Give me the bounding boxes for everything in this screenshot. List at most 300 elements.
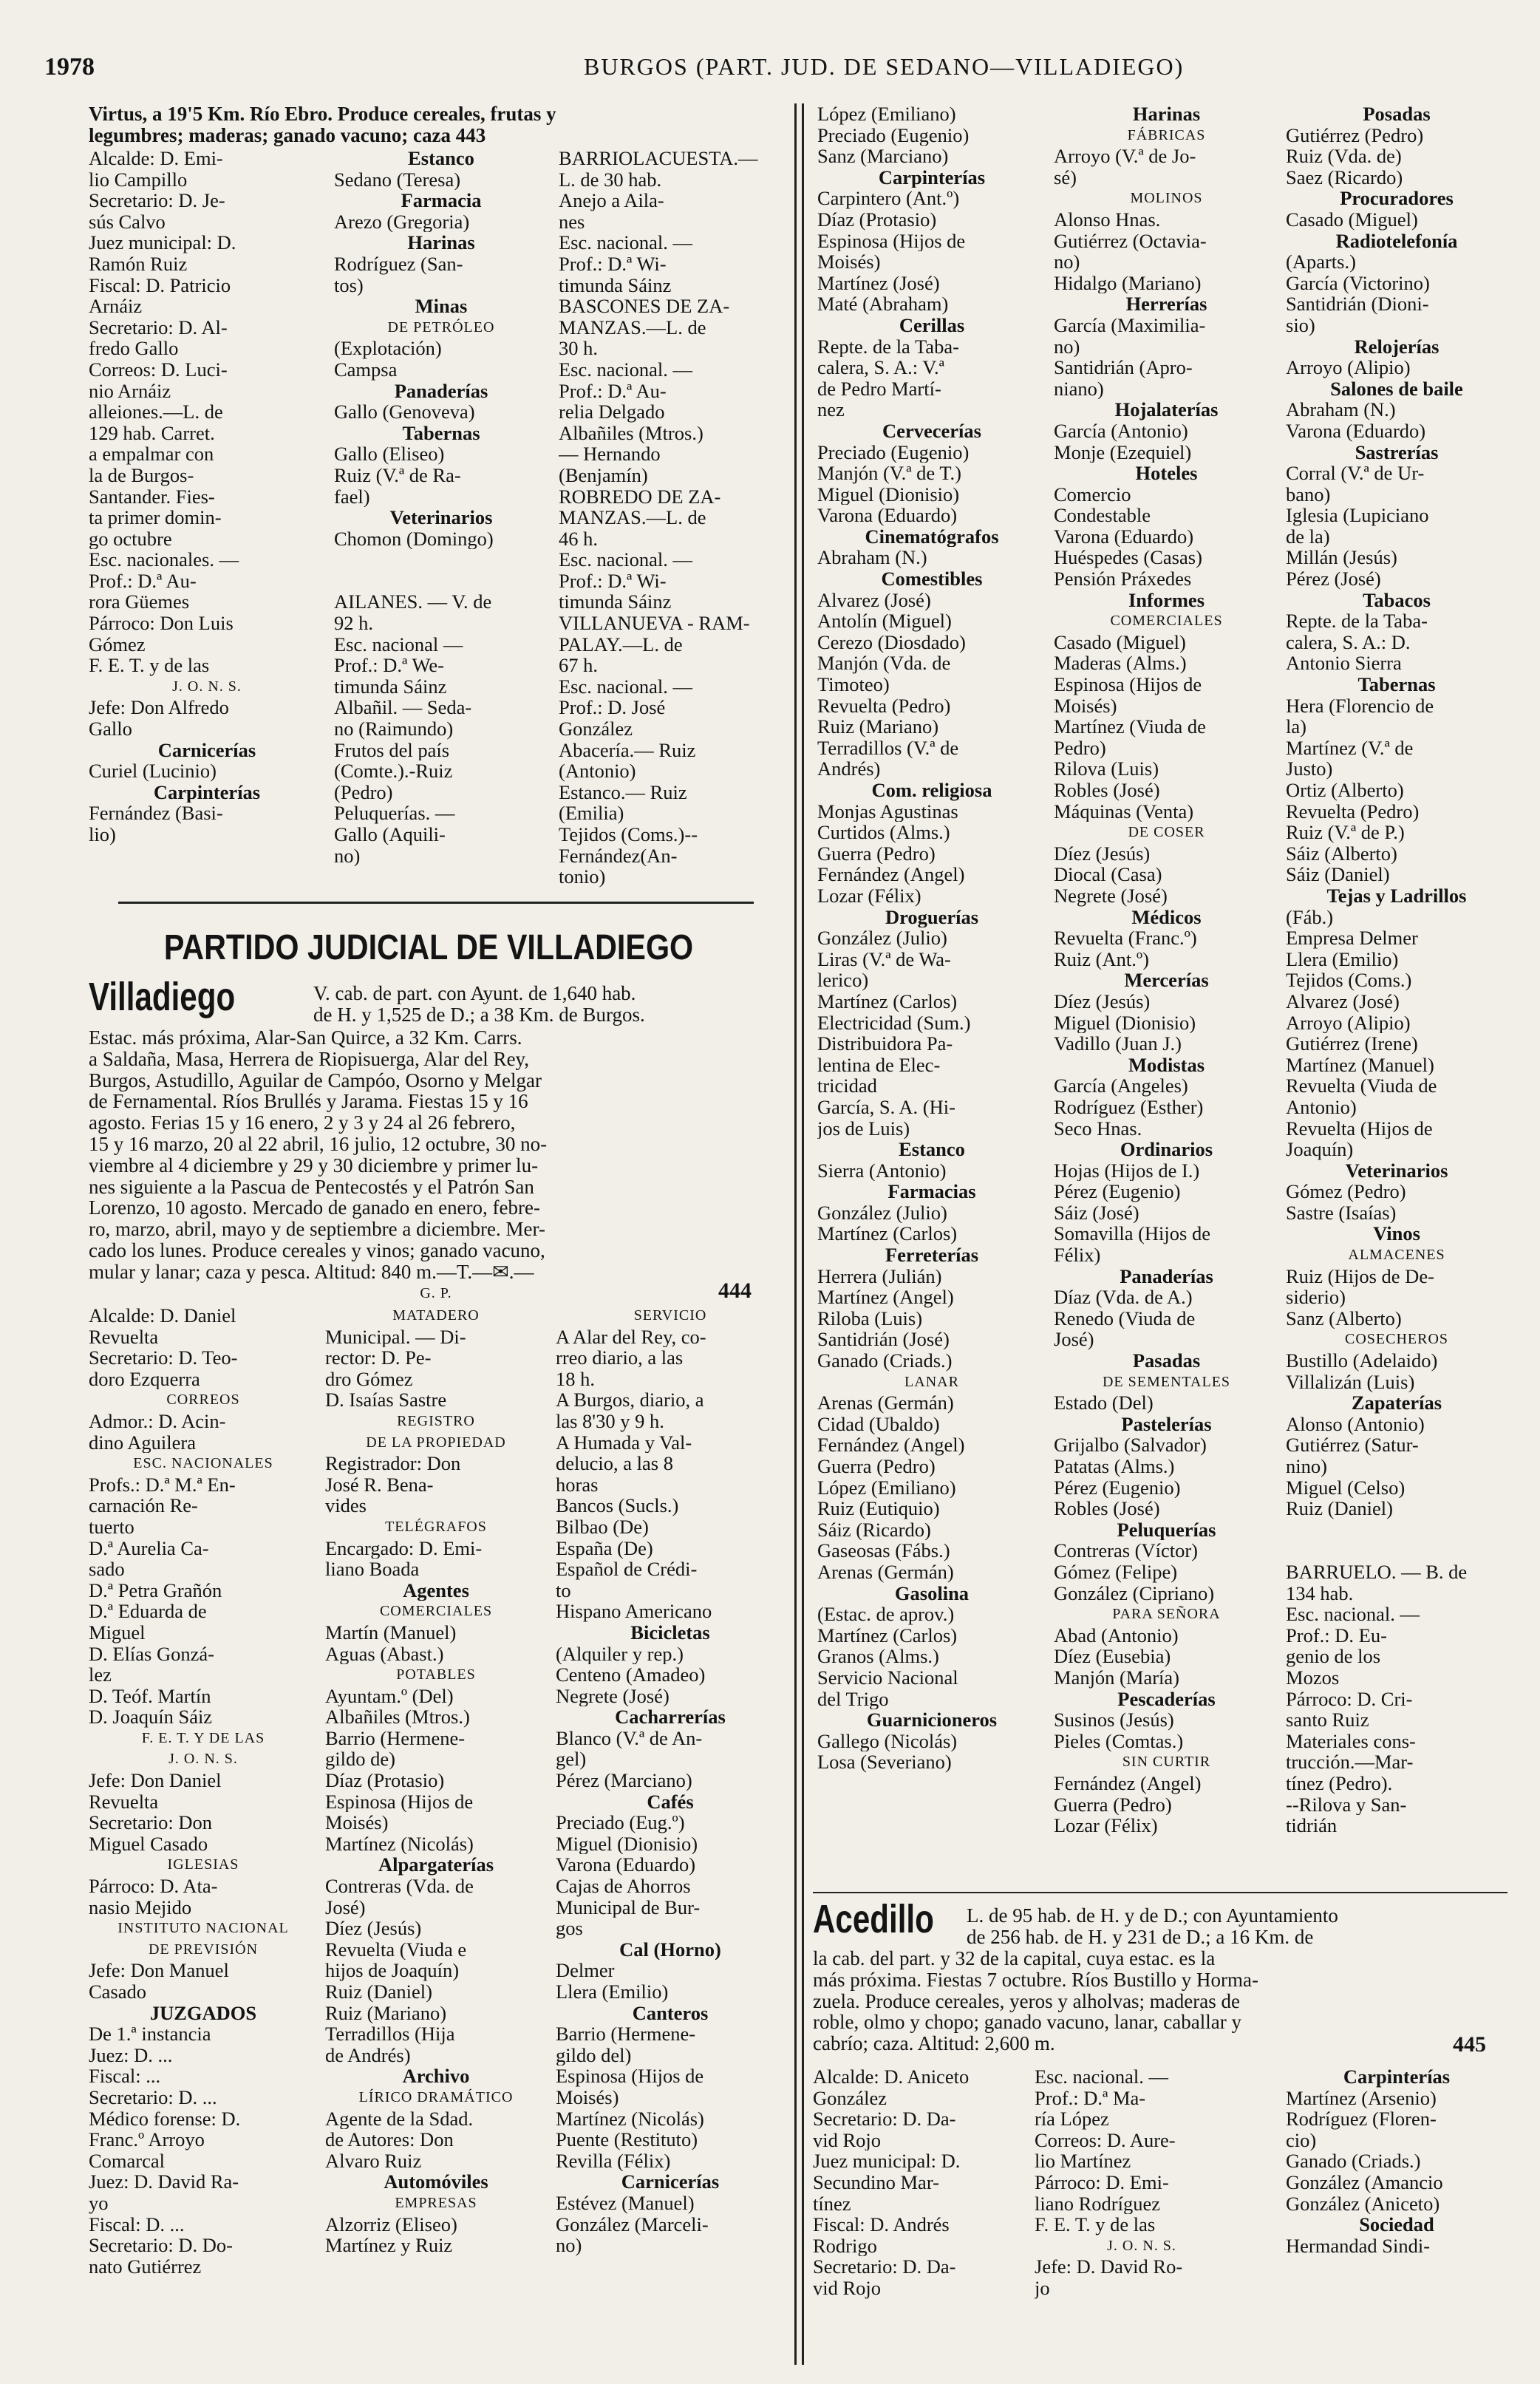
list-item: D. Elías Gonzá- [89,1643,214,1665]
column-4 [817,103,1046,1773]
list-item: Martínez (José) [817,272,940,294]
list-item: Esc. nacional. — [559,675,693,698]
list-item: Prof.: D. Eu- [1286,1624,1387,1646]
list-item: timunda Sáinz [559,591,672,613]
list-item: Joaquín) [1286,1139,1354,1160]
list-item: Maté (Abraham) [817,293,949,315]
list-item: 129 hab. Carret. [89,422,215,444]
list-item: D.ª Petra Grañón [89,1579,222,1601]
list-item: Ruiz (Daniel) [325,1981,432,2003]
list-item: José R. Bena- [325,1474,434,1496]
list-item: --Rilova y San- [1286,1794,1407,1816]
list-item: Guerra (Pedro) [1054,1794,1172,1816]
list-item: Llera (Emilio) [556,1981,669,2003]
list-item: Pensión Práxedes [1054,568,1192,590]
list-item: Martínez (Viuda de [1054,716,1206,738]
list-item: 134 hab. [1286,1582,1354,1604]
list-item: Tejidos (Coms.)-- [559,824,698,845]
list-item: Franc.º Arroyo [89,2129,205,2150]
list-item: Peluquerías [1117,1519,1216,1541]
list-item: Empresa Delmer [1286,927,1418,949]
list-item: MATADERO [392,1307,480,1324]
list-item: Ruiz (Mariano) [325,2002,447,2024]
list-item: yo [89,2192,109,2214]
list-item: Abraham (N.) [1286,399,1396,420]
list-item: Díez (Jesús) [1054,842,1151,865]
list-item: Alonso Hnas. [1054,208,1161,231]
list-item: del Trigo [817,1688,889,1710]
list-item: 92 h. [334,613,373,634]
list-item: Bilbao (De) [556,1516,649,1538]
list-item: Guerra (Pedro) [817,842,936,865]
list-item: Panaderías [1120,1265,1213,1287]
list-item: Terradillos (Hija [325,2023,455,2045]
list-item: no) [1054,336,1080,358]
list-item: Cervecerías [882,420,981,442]
list-item: CORREOS [166,1392,240,1409]
list-item: Sáiz (José) [1054,1202,1139,1224]
list-item: Saez (Ricardo) [1286,166,1403,188]
list-item: nino) [1286,1456,1327,1477]
list-item: Pieles (Comtas.) [1054,1730,1184,1752]
list-item: Revuelta (Viuda de [1286,1075,1437,1097]
list-item: García, S. A. (Hi- [817,1096,955,1118]
list-item: Prof.: D.ª Ma- [1035,2087,1146,2109]
list-item: fredo Gallo [89,338,179,359]
running-header [44,53,1493,86]
column-3 [559,148,780,888]
list-item: Secretario: D. Al- [89,316,228,338]
list-item: nasio Mejido [89,1896,192,1918]
list-item: AILANES. — V. de [334,591,492,613]
list-item: de la) [1286,525,1330,548]
list-item: Casado [89,1981,147,2003]
list-item: González (Julio) [817,927,947,949]
list-item: Preciado (Eug.º) [556,1812,685,1833]
list-item: Radiotelefonía [1335,230,1458,252]
list-item: Andrés) [817,758,881,780]
list-item: timunda Sáinz [334,675,447,698]
list-item: Prof.: D.ª Au- [559,380,667,402]
list-item: DE PETRÓLEO [387,319,495,336]
list-item: Albañiles (Mtros.) [559,422,703,444]
list-item: Alonso (Antonio) [1286,1413,1425,1435]
list-item: Carnicerías [621,2171,720,2193]
list-item: Gutiérrez (Irene) [1286,1033,1418,1055]
list-item: Llera (Emilio) [1286,948,1399,970]
list-item: trucción.—Mar- [1286,1751,1414,1773]
list-item: Anejo a Aila- [559,190,664,211]
list-item: Alzorriz (Eliseo) [325,2213,457,2235]
list-item: Materiales cons- [1286,1730,1416,1752]
list-item: Espinosa (Hijos de [817,230,966,252]
list-item: jos de Luis) [817,1117,910,1140]
list-item: Fiscal: D. ... [89,2213,185,2235]
list-item: Español de Crédi- [556,1559,698,1580]
list-item: Ruiz (Eutiquio) [817,1498,940,1519]
list-item: Martínez (Carlos) [817,1223,958,1245]
villadiego-column-2 [325,1305,547,2256]
list-item: Martínez (Carlos) [817,1624,958,1646]
list-item: Alcalde: D. Emi- [89,148,223,169]
list-item: Esc. nacional. — [1286,1604,1420,1625]
list-item: Delmer [556,1960,615,1981]
list-item: (Comte.).-Ruiz [334,760,453,782]
list-item: JUZGADOS [149,2002,257,2024]
list-item: Sociedad [1359,2214,1434,2235]
column-5 [1054,103,1279,1836]
list-item: Díaz (Protasio) [325,1770,445,1791]
list-item: no (Raimundo) [334,718,454,740]
list-item: Blanco (V.ª de An- [556,1727,703,1749]
list-item: Esc. nacional. — [559,549,693,571]
list-item: Peluquerías. — [334,803,455,824]
list-item: delucio, a las 8 [556,1453,673,1474]
list-item: EMPRESAS [395,2194,477,2211]
list-item: Secretario: D. Da- [813,2108,956,2130]
list-item: Cafés [647,1791,694,1813]
list-item: a empalmar con [89,443,214,465]
list-item: Secretario: D. Je- [89,190,225,211]
list-item: López (Emiliano) [817,1477,956,1499]
list-item: Estévez (Manuel) [556,2192,695,2214]
list-item: Hojalaterías [1114,399,1219,420]
list-item: Comercio [1054,483,1131,505]
list-item: Moisés) [556,2086,619,2108]
list-item: Fiscal: ... [89,2065,161,2087]
list-item: viembre al 4 diciembre y 29 y 30 diciembre y primer lu- [89,1154,539,1176]
column-1 [89,148,325,845]
villadiego-description [89,1027,783,1304]
list-item: Gallo (Genoveva) [334,401,475,423]
list-item: sús Calvo [89,211,166,233]
list-item: Médico forense: D. [89,2108,241,2130]
list-item: Fernández (Angel) [817,1434,965,1456]
list-item: Arnáiz [89,296,143,317]
list-item: de Fernamental. Ríos Brullés y Jarama. Fiestas 15 y 16 [89,1090,528,1113]
list-item: Ortiz (Alberto) [1286,780,1404,801]
list-item: Moisés) [325,1812,389,1833]
list-item: Revuelta [89,1791,159,1813]
list-item: Lozar (Félix) [817,885,921,907]
list-item: Ruiz (Mariano) [817,716,939,738]
list-item: la cab. del part. y 32 de la capital, cuya estac. es la [813,1947,1216,1969]
list-item: González (Julio) [817,1202,947,1224]
list-item: Lozar (Félix) [1054,1815,1158,1836]
list-item: Timoteo) [817,674,890,695]
list-item: Harinas [1132,103,1201,125]
list-item: Ruiz (V.ª de P.) [1286,822,1405,843]
list-item: Farmacia [401,190,482,211]
list-item: Párroco: D. Cri- [1286,1688,1413,1710]
list-item: (Benjamín) [559,464,648,486]
list-item: Guarnicioneros [866,1709,998,1731]
list-item: Manjón (V.ª de T.) [817,463,961,484]
list-item: relia Delgado [559,401,665,423]
list-item: Ganado (Criads.) [1286,2150,1421,2172]
acedillo-column-3 [1286,2066,1507,2256]
list-item: Miguel (Dionisio) [1054,1012,1196,1034]
list-item: Huéspedes (Casas) [1054,547,1202,569]
list-item: Cerezo (Diosdado) [817,631,966,653]
list-item: Comarcal [89,2150,166,2172]
list-item: Abraham (N.) [817,547,927,569]
list-item: Arroyo (V.ª de Jo- [1054,146,1196,167]
list-item: Juez: D. ... [89,2044,173,2066]
list-item: Profs.: D.ª M.ª En- [89,1474,236,1496]
list-item: Barrio (Hermene- [556,2023,696,2045]
list-item: Correos: D. Aure- [1035,2129,1176,2151]
list-item: Millán (Jesús) [1286,547,1397,569]
list-item: Ferreterías [885,1244,979,1266]
list-item: no) [556,2235,582,2256]
list-item: Curiel (Lucinio) [89,760,217,782]
list-item: genio de los [1286,1646,1381,1667]
list-item: PALAY.—L. de [559,633,683,655]
list-item: Registrador: Don [325,1453,461,1474]
list-item: DE PREVISIÓN [148,1941,259,1958]
list-item: de Pedro Martí- [817,378,941,400]
acedillo-entry-number: 445 [1453,2032,1486,2057]
list-item: gos [556,1918,583,1939]
list-item: Mercerías [1124,970,1209,991]
list-item: lio) [89,824,116,845]
list-item: Guerra (Pedro) [817,1456,936,1477]
list-item: de Andrés) [325,2044,411,2066]
list-item: Municipal. — Di- [325,1326,466,1348]
list-item: Gutiérrez (Pedro) [1286,124,1424,146]
list-item: Arroyo (Alipio) [1286,357,1411,378]
list-item: Manjón (Vda. de [817,653,951,675]
list-item: D.ª Eduarda de [89,1601,207,1622]
list-item: Bicicletas [630,1621,710,1644]
list-item: Arenas (Germán) [817,1561,954,1583]
list-item: Juez municipal: D. [813,2150,961,2172]
list-item: José) [325,1896,366,1918]
list-item: Sierra (Antonio) [817,1159,947,1182]
list-item: (Alquiler y rep.) [556,1643,684,1665]
list-item: más próxima. Fiestas 7 octubre. Ríos Bustillo y Horma- [813,1968,1258,1991]
list-item: Prof.: D.ª Wi- [559,253,667,275]
list-item: Repte. de la Taba- [1286,610,1428,632]
list-item: Ruiz (Daniel) [1286,1498,1393,1519]
list-item: Pedro) [1054,737,1106,759]
list-item: Preciado (Eugenio) [817,124,970,146]
list-item: Farmacias [887,1181,976,1202]
list-item: Esc. nacional. — [1035,2066,1169,2088]
list-item: Santander. Fies- [89,486,215,508]
list-item: Esc. nacionales. — [89,549,239,571]
list-item: Procuradores [1340,188,1454,209]
list-item: Antonio Sierra [1286,653,1402,675]
list-item: MANZAS.—L. de [559,507,706,528]
list-item: Arroyo (Alipio) [1286,1012,1411,1034]
list-item: Encargado: D. Emi- [325,1537,483,1559]
list-item: Minas [415,296,468,317]
list-item: mular y lanar; caza y pesca. Altitud: 840 m.—T.—✉.— [89,1260,534,1283]
list-item: Gallo (Eliseo) [334,443,445,465]
list-item: Cinematógrafos [865,525,999,548]
list-item: BARRUELO. — B. de [1286,1561,1468,1583]
list-item: Relojerías [1354,336,1440,358]
list-item: DE SEMENTALES [1102,1373,1231,1390]
list-item: ESC. NACIONALES [133,1455,273,1472]
list-item: Bustillo (Adelaido) [1286,1350,1438,1372]
list-item: tuerto [89,1516,134,1538]
list-item: Veterinarios [389,507,493,528]
list-item: Gómez (Pedro) [1286,1181,1406,1202]
list-item: Jefe: Don Alfredo [89,697,229,719]
list-item: Esc. nacional. — [559,232,693,253]
list-item: Mozos [1286,1666,1340,1689]
list-item: Panaderías [394,380,488,402]
list-item: Curtidos (Alms.) [817,822,950,843]
villadiego-head [313,983,645,1026]
list-item: Correos: D. Luci- [89,358,228,381]
list-item: Monjas Agustinas [817,800,958,823]
list-item: Cacharrerías [615,1706,726,1728]
list-item: Antolín (Miguel) [817,610,952,632]
list-item: agosto. Ferias 15 y 16 enero, 2 y 3 y 24 al 26 febrero, [89,1111,516,1134]
list-item: Prof.: D.ª Au- [89,570,197,592]
list-item: García (Maximilia- [1054,314,1206,336]
villadiego-column-1 [89,1305,318,2277]
list-item: de H. y 1,525 de D.; a 38 Km. de Burgos. [313,1003,645,1026]
list-item: carnación Re- [89,1495,198,1516]
list-item: Jefe: Don Daniel [89,1770,222,1791]
list-item: Gallo (Aquili- [334,824,446,845]
villadiego-column-3 [556,1305,785,2256]
section-title: PARTIDO JUDICIAL DE VILLADIEGO [163,928,694,967]
running-title: BURGOS (PART. JUD. DE SEDANO—VILLADIEGO) [584,53,1185,80]
list-item: Antonio) [1286,1096,1357,1118]
list-item: Fernández (Angel) [1054,1772,1202,1794]
list-item: LANAR [904,1373,959,1390]
list-item: Alcalde: D. Aniceto [813,2066,970,2088]
list-item: Díez (Jesús) [325,1918,422,1939]
list-item: Espinosa (Hijos de [556,2065,704,2087]
list-item: Miguel (Dionisio) [556,1833,698,1855]
list-item: Patatas (Alms.) [1054,1456,1175,1477]
list-item: rector: D. Pe- [325,1347,432,1369]
list-item: fael) [334,486,370,508]
list-item: Barrio (Hermene- [325,1727,466,1749]
list-item: Félix) [1054,1244,1101,1266]
list-item: Cajas de Ahorros [556,1876,691,1897]
list-item [1286,1519,1507,1541]
section-rule [813,1892,1507,1893]
list-item: Albañil. — Seda- [334,697,472,719]
list-item: Servicio Nacional [817,1666,958,1689]
list-item: Santidrián (Apro- [1054,357,1193,378]
list-item: nes siguiente a la Pascua de Pentecostés y el Patrón San [89,1175,534,1198]
list-item: Prof.: D.ª Wi- [559,570,667,592]
list-item: J. O. N. S. [168,1751,238,1768]
list-item: Santidrián (José) [817,1329,950,1351]
list-item: Rodríguez (Esther) [1054,1096,1204,1118]
list-item: Herrerías [1125,293,1207,315]
list-item: González (Cipriano) [1054,1582,1215,1604]
list-item: 46 h. [559,528,598,550]
list-item: no) [334,845,361,867]
list-item: gildo de) [325,1748,395,1771]
list-item: Agentes [403,1579,469,1601]
list-item: Moisés) [1054,695,1117,717]
list-item: Justo) [1286,758,1333,780]
list-item [334,571,548,592]
list-item: 30 h. [559,338,598,359]
list-item: Archivo [402,2065,470,2087]
list-item: Alvarez (José) [1286,990,1400,1012]
column-rule [794,103,797,2365]
list-item: liano Boada [325,1559,420,1580]
list-item: Centeno (Amadeo) [556,1664,706,1686]
list-item: Gómez (Felipe) [1054,1561,1178,1583]
list-item: Sastre (Isaías) [1286,1202,1397,1224]
list-item: Espinosa (Hijos de [1054,674,1202,695]
list-item: Iglesia (Lupiciano [1286,505,1429,526]
list-item: hijos de Joaquín) [325,1960,460,1981]
list-item: PARA SEÑORA [1112,1606,1221,1623]
list-item: Agente de la Sdad. [325,2108,474,2130]
list-item: Carpinterías [153,781,261,803]
list-item: J. O. N. S. [172,678,242,695]
list-item: zuela. Produce cereales, yeros y alholvas; maderas de [813,1989,1240,2012]
list-item: Negrete (José) [1054,885,1168,907]
list-item: vides [325,1495,367,1516]
list-item: Hoteles [1135,463,1198,484]
list-item: Gasolina [894,1582,970,1604]
list-item: G. P. [420,1284,452,1301]
list-item: García (Angeles) [1054,1075,1188,1097]
list-item: Hera (Florencio de [1286,695,1434,717]
list-item: nez [817,399,845,420]
list-item: Comestibles [881,568,983,590]
list-item: González [559,718,633,740]
list-item: Salones de baile [1330,378,1463,400]
list-item: Aguas (Abast.) [325,1643,444,1665]
list-item: García (Antonio) [1054,420,1188,442]
list-item: Puente (Restituto) [556,2129,698,2150]
list-item: Prof.: D.ª We- [334,655,444,676]
list-item: De 1.ª instancia [89,2023,211,2045]
list-item: to [556,1579,571,1601]
list-item: L. de 95 hab. de H. y de D.; con Ayuntamiento [967,1904,1338,1927]
column-rule [802,103,804,2365]
list-item: legumbres; maderas; ganado vacuno; caza 443 [89,123,486,146]
list-item: Ruiz (Ant.º) [1054,948,1149,970]
list-item: de Autores: Don [325,2129,454,2150]
list-item: lio Campillo [89,168,188,191]
acedillo-column-1 [813,2066,1027,2299]
list-item: Párroco: Don Luis [89,613,234,634]
list-item: A Humada y Val- [556,1431,692,1454]
list-item: Gallego (Nicolás) [817,1730,958,1752]
list-item: Martínez (Angel) [817,1287,954,1308]
list-item: Canteros [632,2002,709,2024]
list-item: DE LA PROPIEDAD [366,1434,506,1451]
list-item: Manjón (María) [1054,1666,1179,1689]
list-item: Zapaterías [1351,1392,1442,1414]
list-item: D. Isaías Sastre [325,1389,447,1411]
list-item: Repte. de la Taba- [817,336,959,358]
list-item: sé) [1054,166,1077,188]
list-item: Automóviles [384,2171,488,2193]
list-item: ROBREDO DE ZA- [559,486,721,508]
list-item: Electricidad (Sum.) [817,1012,971,1034]
list-item: Fernández (Basi- [89,803,223,824]
list-item: Revuelta (Viuda e [325,1938,467,1961]
